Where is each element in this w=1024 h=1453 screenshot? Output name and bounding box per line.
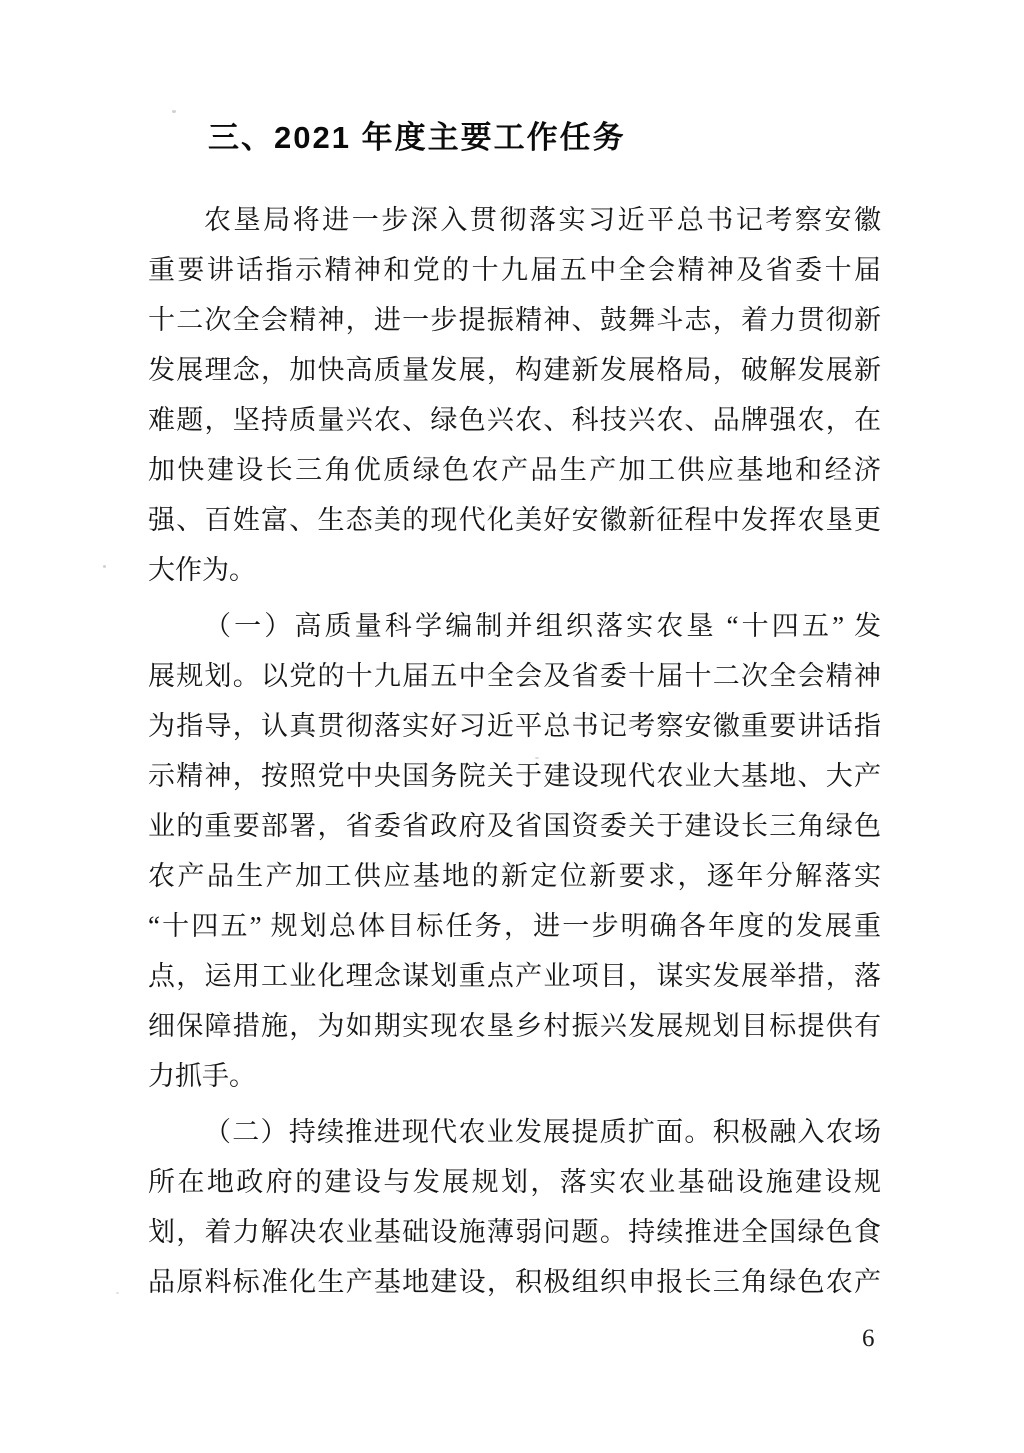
document-body: [148, 195, 881, 1307]
text-line: 发展理念，加快高质量发展，构建新发展格局，破解发展新: [148, 355, 881, 385]
text-line: 示精神，按照党中央国务院关于建设现代农业大基地、大产: [148, 761, 881, 791]
text-line: 所在地政府的建设与发展规划，落实农业基础设施建设规: [148, 1167, 881, 1197]
scan-speck: [103, 565, 106, 568]
text-line: 力抓手。: [148, 1061, 256, 1091]
text-line: 细保障措施，为如期实现农垦乡村振兴发展规划目标提供有: [148, 1011, 881, 1041]
text-line: “十四五” 规划总体目标任务，进一步明确各年度的发展重: [148, 911, 881, 941]
text-line: 业的重要部署，省委省政府及省国资委关于建设长三角绿色: [148, 811, 881, 841]
text-line: 重要讲话指示精神和党的十九届五中全会精神及省委十届: [148, 255, 881, 285]
text-line: （二）持续推进现代农业发展提质扩面。积极融入农场: [204, 1117, 881, 1147]
text-line: 展规划。以党的十九届五中全会及省委十届十二次全会精神: [148, 661, 881, 691]
text-line: 强、百姓富、生态美的现代化美好安徽新征程中发挥农垦更: [148, 505, 881, 535]
text-line: （一）高质量科学编制并组织落实农垦 “十四五” 发: [204, 611, 881, 641]
text-line: 十二次全会精神，进一步提振精神、鼓舞斗志，着力贯彻新: [148, 305, 881, 335]
text-line: 品原料标准化生产基地建设，积极组织申报长三角绿色农产: [148, 1267, 881, 1297]
text-line: 大作为。: [148, 555, 256, 585]
text-line: 点，运用工业化理念谋划重点产业项目，谋实发展举措，落: [148, 961, 881, 991]
paragraph-item-2: [148, 1107, 881, 1307]
scan-speck: [116, 1292, 119, 1294]
text-line: 农产品生产加工供应基地的新定位新要求，逐年分解落实: [148, 861, 881, 891]
text-line: 加快建设长三角优质绿色农产品生产加工供应基地和经济: [148, 455, 881, 485]
paragraph-item-1: [148, 601, 881, 1101]
paragraph-intro: [148, 195, 881, 595]
scan-speck: [535, 757, 539, 759]
scan-speck: [172, 110, 176, 113]
section-heading: 三、2021 年度主要工作任务: [208, 120, 626, 155]
scan-speck: [489, 505, 492, 508]
text-line: 为指导，认真贯彻落实好习近平总书记考察安徽重要讲话指: [148, 711, 881, 741]
text-line: 难题，坚持质量兴农、绿色兴农、科技兴农、品牌强农，在: [148, 405, 881, 435]
text-line: 划，着力解决农业基础设施薄弱问题。持续推进全国绿色食: [148, 1217, 881, 1247]
text-line: 农垦局将进一步深入贯彻落实习近平总书记考察安徽: [204, 205, 881, 235]
page-number: 6: [862, 1325, 875, 1352]
